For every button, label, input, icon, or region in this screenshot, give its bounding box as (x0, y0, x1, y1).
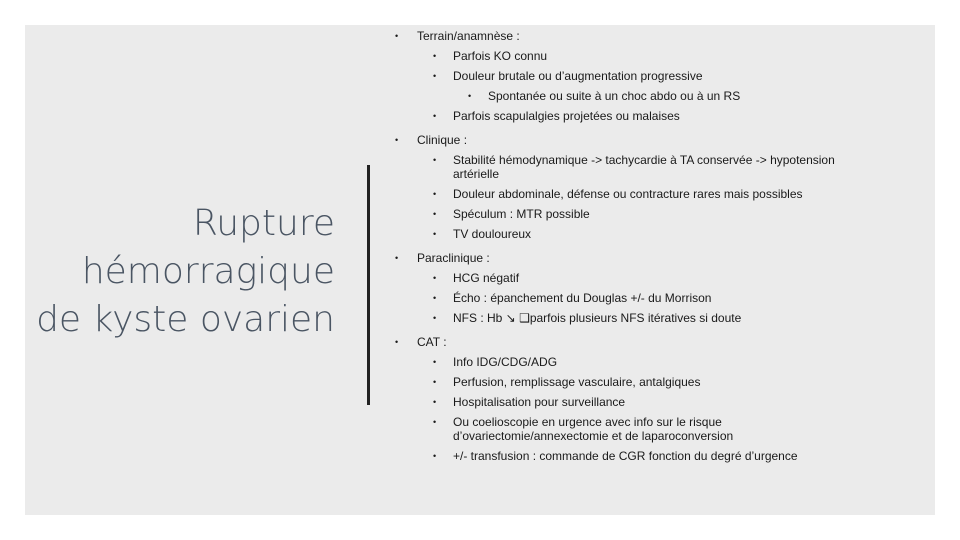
bullet-text: Parfois KO connu (453, 49, 548, 63)
bullet-icon: • (433, 417, 437, 427)
bullet-text: HCG négatif (453, 271, 520, 285)
bullet-icon: • (433, 273, 437, 283)
bullet-item-level-2 (395, 395, 875, 409)
bullet-item-level-1 (395, 251, 875, 265)
slide (25, 25, 935, 515)
slide-title: Rupture hémorragique de kyste ovarien (36, 203, 335, 340)
bullet-icon: • (433, 397, 437, 407)
bullet-text: Parfois scapulalgies projetées ou malaises (453, 109, 680, 123)
vertical-divider (367, 165, 370, 405)
bullet-icon: • (433, 451, 437, 461)
bullet-icon: • (433, 189, 437, 199)
bullet-icon: • (395, 135, 399, 145)
bullet-item-level-2 (395, 69, 875, 83)
bullet-icon: • (395, 31, 399, 41)
bullet-item-level-2 (395, 449, 875, 463)
bullet-item-level-2 (395, 311, 875, 325)
bullet-icon: • (433, 313, 437, 323)
bullet-item-level-2 (395, 415, 875, 443)
bullet-text: Paraclinique : (417, 251, 490, 265)
bullet-text: Ou coelioscopie en urgence avec info sur le risque d’ovariectomie/annexectomie et de laparoconversion (453, 415, 734, 443)
bullet-icon: • (433, 111, 437, 121)
bullet-text: Stabilité hémodynamique -> tachycardie à TA conservée -> hypotension artérielle (453, 153, 835, 181)
bullet-icon: • (433, 209, 437, 219)
bullet-icon: • (433, 229, 437, 239)
bullet-item-level-2 (395, 187, 875, 201)
bullet-text: Perfusion, remplissage vasculaire, antalgiques (453, 375, 701, 389)
bullet-item-level-2 (395, 207, 875, 221)
bullet-text: CAT : (417, 335, 447, 349)
bullet-text: Hospitalisation pour surveillance (453, 395, 626, 409)
bullet-item-level-2 (395, 109, 875, 123)
bullet-icon: • (433, 51, 437, 61)
bullet-item-level-2 (395, 271, 875, 285)
bullet-text: Douleur abdominale, défense ou contracture rares mais possibles (453, 187, 803, 201)
bullet-text: Écho : épanchement du Douglas +/- du Morrison (453, 291, 712, 305)
bullet-text: Douleur brutale ou d’augmentation progressive (453, 69, 703, 83)
bullet-text: TV douloureux (453, 227, 532, 241)
bullet-item-level-1 (395, 133, 875, 147)
bullet-text: Clinique : (417, 133, 468, 147)
bullet-item-level-2 (395, 355, 875, 369)
bullet-item-level-3 (395, 89, 875, 103)
bullet-item-level-1 (395, 29, 875, 43)
bullet-text: Spontanée ou suite à un choc abdo ou à un RS (488, 89, 741, 103)
bullet-item-level-2 (395, 153, 875, 181)
bullet-icon: • (468, 91, 472, 101)
bullet-icon: • (395, 253, 399, 263)
bullet-icon: • (433, 155, 437, 165)
bullet-item-level-2 (395, 49, 875, 63)
bullet-text: +/- transfusion : commande de CGR fonction du degré d’urgence (453, 449, 798, 463)
bullet-icon: • (433, 293, 437, 303)
bullet-text: Info IDG/CDG/ADG (453, 355, 558, 369)
bullet-item-level-1 (395, 335, 875, 349)
bullet-item-level-2 (395, 375, 875, 389)
bullet-text: Spéculum : MTR possible (453, 207, 590, 221)
bullet-text: NFS : Hb ↘ ❑parfois plusieurs NFS itératives si doute (453, 311, 742, 325)
bullet-icon: • (433, 357, 437, 367)
bullet-icon: • (433, 71, 437, 81)
bullet-icon: • (433, 377, 437, 387)
bullet-icon: • (395, 337, 399, 347)
bullet-item-level-2 (395, 227, 875, 241)
bullet-list (395, 29, 875, 469)
bullet-item-level-2 (395, 291, 875, 305)
bullet-text: Terrain/anamnèse : (417, 29, 520, 43)
